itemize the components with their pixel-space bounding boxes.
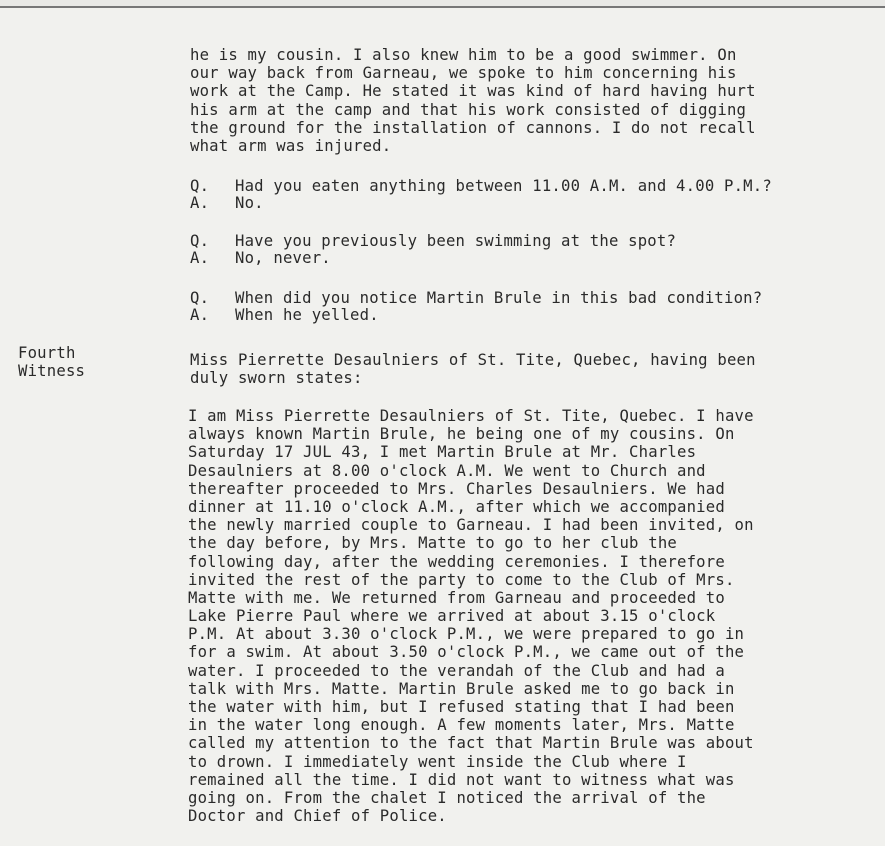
qa-pair-3 bbox=[190, 290, 870, 324]
text-line: Miss Pierrette Desaulniers of St. Tite, Quebec, having been bbox=[190, 351, 756, 369]
question-row bbox=[190, 290, 870, 307]
text-line: Saturday 17 JUL 43, I met Martin Brule at Mr. Charles bbox=[188, 443, 697, 462]
answer-tag: A. bbox=[190, 306, 210, 324]
text-line: dinner at 11.10 o'clock A.M., after which we accompanied bbox=[188, 497, 725, 516]
text-line: in the water long enough. A few moments later, Mrs. Matte bbox=[188, 716, 735, 735]
text-line: Matte with me. We returned from Garneau and proceeded to bbox=[188, 588, 725, 607]
answer-row bbox=[190, 250, 870, 267]
text-line: the newly married couple to Garneau. I had been invited, on bbox=[188, 516, 754, 535]
text-line: called my attention to the fact that Martin Brule was about bbox=[188, 734, 754, 753]
text-line: going on. From the chalet I noticed the arrival of the bbox=[188, 788, 706, 807]
question-row bbox=[190, 178, 870, 195]
qa-pair-1 bbox=[190, 178, 870, 212]
text-line: P.M. At about 3.30 o'clock P.M., we were prepared to go in bbox=[188, 625, 745, 644]
qa-pair-2 bbox=[190, 233, 870, 267]
answer-tag: A. bbox=[190, 249, 210, 267]
intro-paragraph bbox=[190, 46, 870, 155]
text-line: the ground for the installation of cannons. I do not recall bbox=[190, 118, 756, 137]
text-line: invited the rest of the party to come to the Club of Mrs. bbox=[188, 570, 735, 589]
text-line: following day, after the wedding ceremonies. I therefore bbox=[188, 552, 725, 571]
question-tag: Q. bbox=[190, 289, 210, 307]
question-text: When did you notice Martin Brule in this bad condition? bbox=[235, 289, 763, 307]
answer-row bbox=[190, 195, 870, 212]
text-line: he is my cousin. I also knew him to be a good swimmer. On bbox=[190, 46, 737, 64]
answer-row bbox=[190, 307, 870, 324]
text-line: Lake Pierre Paul where we arrived at about 3.15 o'clock bbox=[188, 607, 716, 626]
text-line: water. I proceeded to the verandah of the Club and had a bbox=[188, 661, 725, 680]
witness-statement bbox=[188, 407, 868, 825]
margin-heading-line: Witness bbox=[18, 362, 86, 380]
question-text: Have you previously been swimming at the spot? bbox=[235, 232, 677, 250]
text-line: thereafter proceeded to Mrs. Charles Desaulniers. We had bbox=[188, 479, 725, 498]
question-row bbox=[190, 233, 870, 250]
text-line: always known Martin Brule, he being one of my cousins. On bbox=[188, 425, 735, 444]
text-line: the water with him, but I refused stating that I had been bbox=[188, 698, 735, 716]
answer-text: No, never. bbox=[235, 249, 331, 267]
text-line: Desaulniers at 8.00 o'clock A.M. We went to Church and bbox=[188, 461, 706, 480]
text-line: duly sworn states: bbox=[190, 369, 363, 388]
text-line: remained all the time. I did not want to witness what was bbox=[188, 770, 735, 789]
margin-heading-line: Fourth bbox=[18, 344, 76, 362]
answer-text: No. bbox=[235, 194, 264, 212]
answer-text: When he yelled. bbox=[235, 306, 379, 324]
document-page bbox=[0, 6, 885, 846]
text-line: work at the Camp. He stated it was kind of hard having hurt bbox=[190, 82, 756, 101]
witness-intro bbox=[190, 351, 870, 387]
question-tag: Q. bbox=[190, 232, 210, 250]
question-text: Had you eaten anything between 11.00 A.M. and 4.00 P.M.? bbox=[235, 177, 772, 195]
text-line: to drown. I immediately went inside the Club where I bbox=[188, 752, 687, 771]
text-line: his arm at the camp and that his work consisted of digging bbox=[190, 100, 747, 119]
text-line: the day before, by Mrs. Matte to go to her club the bbox=[188, 534, 677, 553]
text-line: talk with Mrs. Matte. Martin Brule asked me to go back in bbox=[188, 679, 735, 698]
text-line: Doctor and Chief of Police. bbox=[188, 807, 447, 826]
text-line: our way back from Garneau, we spoke to him concerning his bbox=[190, 64, 737, 83]
text-line: for a swim. At about 3.50 o'clock P.M., we came out of the bbox=[188, 643, 745, 662]
text-line: I am Miss Pierrette Desaulniers of St. Tite, Quebec. I have bbox=[188, 407, 754, 425]
question-tag: Q. bbox=[190, 177, 210, 195]
text-line: what arm was injured. bbox=[190, 136, 392, 155]
margin-heading bbox=[18, 344, 158, 380]
answer-tag: A. bbox=[190, 194, 210, 212]
